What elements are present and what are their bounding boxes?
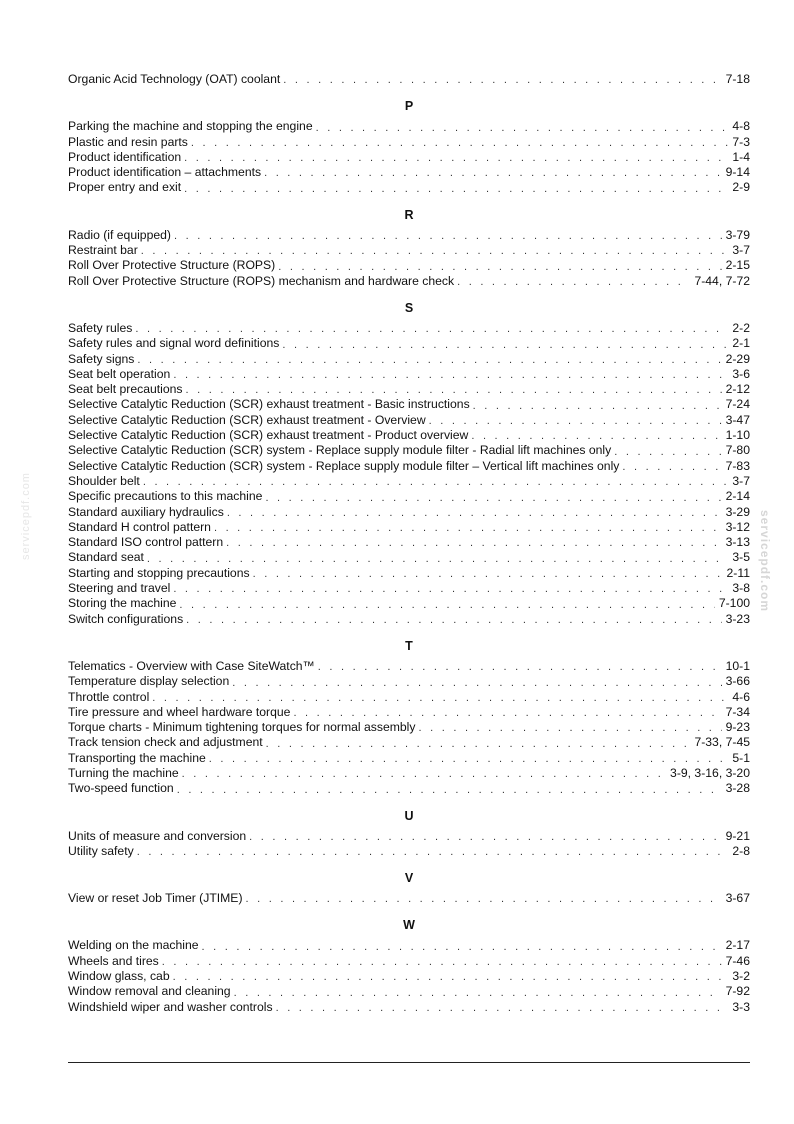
dot-leader: [457, 276, 690, 289]
entry-label: Restraint bar: [68, 243, 141, 258]
entry-label: Seat belt operation: [68, 367, 173, 382]
index-entry[interactable]: [68, 735, 750, 750]
entry-label: Standard auxiliary hydraulics: [68, 505, 227, 520]
index-entry[interactable]: [68, 720, 750, 735]
entry-page-number: 3-9, 3-16, 3-20: [666, 766, 750, 781]
dot-leader: [471, 430, 721, 443]
index-entry[interactable]: [68, 520, 750, 535]
index-entry[interactable]: [68, 954, 750, 969]
entry-page-number: 7-83: [722, 459, 750, 474]
entry-page-number: 1-10: [722, 428, 750, 443]
index-entry[interactable]: [68, 274, 750, 289]
entry-label: Switch configurations: [68, 612, 186, 627]
dot-leader: [253, 568, 723, 581]
dot-leader: [174, 230, 722, 243]
footer-rule: [68, 1062, 750, 1063]
dot-leader: [614, 446, 721, 459]
entry-page-number: 7-18: [722, 72, 750, 87]
entry-page-number: 3-5: [728, 550, 750, 565]
entry-page-number: 7-34: [722, 705, 750, 720]
index-entry[interactable]: [68, 550, 750, 565]
index-entry[interactable]: [68, 135, 750, 150]
entry-page-number: 3-28: [722, 781, 750, 796]
entry-label: Tire pressure and wheel hardware torque: [68, 705, 293, 720]
entry-label: Two-speed function: [68, 781, 177, 796]
index-entry[interactable]: [68, 1000, 750, 1015]
entry-page-number: 7-44, 7-72: [690, 274, 750, 289]
entry-label: Radio (if equipped): [68, 228, 174, 243]
entry-label: Standard ISO control pattern: [68, 535, 226, 550]
entry-label: Starting and stopping precautions: [68, 566, 253, 581]
entry-page-number: 2-2: [728, 321, 750, 336]
dot-leader: [318, 661, 722, 674]
index-entry[interactable]: [68, 766, 750, 781]
index-entry[interactable]: [68, 938, 750, 953]
dot-leader: [265, 492, 721, 505]
index-entry[interactable]: [68, 352, 750, 367]
dot-leader: [226, 537, 721, 550]
entry-page-number: 3-7: [728, 243, 750, 258]
index-entry[interactable]: [68, 581, 750, 596]
dot-leader: [622, 461, 721, 474]
entry-label: Throttle control: [68, 690, 152, 705]
entry-label: Welding on the machine: [68, 938, 202, 953]
index-entry[interactable]: [68, 428, 750, 443]
index-group: [68, 72, 750, 87]
entry-page-number: 7-46: [722, 954, 750, 969]
section-letter: U: [404, 808, 414, 823]
index-entry[interactable]: [68, 413, 750, 428]
index-entry[interactable]: [68, 844, 750, 859]
dot-leader: [249, 831, 721, 844]
dot-leader: [182, 768, 666, 781]
entry-page-number: 9-23: [722, 720, 750, 735]
entry-label: Standard H control pattern: [68, 520, 214, 535]
index-entry[interactable]: [68, 459, 750, 474]
dot-leader: [147, 553, 728, 566]
entry-label: Plastic and resin parts: [68, 135, 191, 150]
entry-page-number: 7-33, 7-45: [690, 735, 750, 750]
entry-page-number: 7-80: [722, 443, 750, 458]
entry-page-number: 3-2: [728, 969, 750, 984]
section-letter: V: [404, 871, 414, 886]
entry-page-number: 3-67: [722, 891, 750, 906]
dot-leader: [162, 956, 722, 969]
index-entry[interactable]: [68, 535, 750, 550]
index-entry[interactable]: [68, 382, 750, 397]
section-letter: R: [404, 207, 414, 222]
index-entry[interactable]: [68, 321, 750, 336]
entry-label: Wheels and tires: [68, 954, 162, 969]
entry-label: Storing the machine: [68, 596, 179, 611]
dot-leader: [419, 722, 722, 735]
entry-label: Safety rules and signal word definitions: [68, 336, 282, 351]
dot-leader: [276, 1002, 729, 1015]
entry-label: Selective Catalytic Reduction (SCR) exhaust treatment - Product overview: [68, 428, 471, 443]
dot-leader: [232, 677, 721, 690]
entry-page-number: 2-11: [723, 566, 751, 581]
dot-leader: [278, 261, 721, 274]
dot-leader: [293, 707, 721, 720]
dot-leader: [173, 971, 729, 984]
entry-label: Telematics - Overview with Case SiteWatch™: [68, 659, 318, 674]
entry-label: Window glass, cab: [68, 969, 173, 984]
dot-leader: [135, 323, 728, 336]
index-entry[interactable]: [68, 690, 750, 705]
entry-label: Safety rules: [68, 321, 135, 336]
dot-leader: [473, 400, 722, 413]
section-letter: P: [404, 99, 414, 114]
dot-leader: [234, 987, 722, 1000]
entry-label: Transporting the machine: [68, 751, 209, 766]
entry-label: Standard seat: [68, 550, 147, 565]
entry-label: Parking the machine and stopping the engine: [68, 119, 316, 134]
entry-label: Organic Acid Technology (OAT) coolant: [68, 72, 283, 87]
entry-page-number: 4-6: [728, 690, 750, 705]
entry-page-number: 2-12: [722, 382, 750, 397]
index-entry[interactable]: [68, 489, 750, 504]
dot-leader: [152, 692, 728, 705]
entry-label: Track tension check and adjustment: [68, 735, 266, 750]
index-entry[interactable]: [68, 969, 750, 984]
entry-page-number: 3-29: [722, 505, 750, 520]
index-entry[interactable]: [68, 705, 750, 720]
index-entry[interactable]: [68, 397, 750, 412]
entry-page-number: 9-21: [722, 829, 750, 844]
dot-leader: [184, 152, 728, 165]
entry-page-number: 3-47: [722, 413, 750, 428]
entry-label: Temperature display selection: [68, 674, 232, 689]
dot-leader: [177, 784, 722, 797]
entry-page-number: 2-8: [728, 844, 750, 859]
entry-label: Product identification – attachments: [68, 165, 264, 180]
index-entry[interactable]: [68, 119, 750, 134]
dot-leader: [227, 507, 722, 520]
index-entry[interactable]: [68, 659, 750, 674]
index-group: [68, 918, 750, 1014]
index-entry[interactable]: [68, 781, 750, 796]
dot-leader: [282, 339, 728, 352]
entry-label: View or reset Job Timer (JTIME): [68, 891, 246, 906]
entry-page-number: 9-14: [722, 165, 750, 180]
index-entry[interactable]: [68, 180, 750, 195]
index-entry[interactable]: [68, 566, 750, 581]
entry-page-number: 3-79: [722, 228, 750, 243]
dot-leader: [137, 354, 721, 367]
entry-page-number: 2-9: [728, 180, 750, 195]
entry-label: Selective Catalytic Reduction (SCR) system - Replace supply module filter – Vertical lift machines only: [68, 459, 622, 474]
entry-page-number: 4-8: [728, 119, 750, 134]
entry-page-number: 7-100: [715, 596, 750, 611]
entry-page-number: 3-13: [722, 535, 750, 550]
entry-page-number: 2-1: [728, 336, 750, 351]
index-entry[interactable]: [68, 258, 750, 273]
entry-page-number: 3-23: [722, 612, 750, 627]
section-letter: T: [405, 638, 413, 653]
entry-page-number: 7-3: [728, 135, 750, 150]
index-group: [68, 871, 750, 906]
section-letter: W: [403, 918, 415, 933]
entry-label: Torque charts - Minimum tightening torques for normal assembly: [68, 720, 419, 735]
index-entry[interactable]: [68, 596, 750, 611]
index-entry[interactable]: [68, 751, 750, 766]
index-entry[interactable]: [68, 505, 750, 520]
dot-leader: [266, 738, 691, 751]
index-group: [68, 99, 750, 195]
entry-label: Seat belt precautions: [68, 382, 186, 397]
dot-leader: [143, 476, 729, 489]
entry-label: Windshield wiper and washer controls: [68, 1000, 276, 1015]
dot-leader: [264, 167, 722, 180]
dot-leader: [316, 122, 729, 135]
entry-label: Window removal and cleaning: [68, 984, 234, 999]
entry-label: Safety signs: [68, 352, 137, 367]
index-entry[interactable]: [68, 150, 750, 165]
dot-leader: [186, 384, 722, 397]
entry-label: Product identification: [68, 150, 184, 165]
entry-page-number: 3-8: [728, 581, 750, 596]
watermark-left: servicepdf.com: [20, 472, 32, 560]
entry-page-number: 3-12: [722, 520, 750, 535]
index-entry[interactable]: [68, 336, 750, 351]
entry-page-number: 3-7: [728, 474, 750, 489]
entry-page-number: 3-6: [728, 367, 750, 382]
alphabetical-index: [68, 72, 750, 1015]
entry-label: Steering and travel: [68, 581, 173, 596]
dot-leader: [186, 614, 721, 627]
index-entry[interactable]: [68, 443, 750, 458]
entry-page-number: 7-24: [722, 397, 750, 412]
index-entry[interactable]: [68, 367, 750, 382]
entry-label: Shoulder belt: [68, 474, 143, 489]
entry-page-number: 2-17: [722, 938, 750, 953]
entry-page-number: 5-1: [728, 751, 750, 766]
index-group: [68, 301, 750, 627]
dot-leader: [173, 369, 728, 382]
entry-page-number: 10-1: [722, 659, 750, 674]
dot-leader: [191, 137, 728, 150]
index-group: [68, 809, 750, 860]
dot-leader: [184, 183, 728, 196]
entry-page-number: 2-29: [722, 352, 750, 367]
index-group: [68, 208, 750, 289]
entry-label: Proper entry and exit: [68, 180, 184, 195]
entry-page-number: 2-14: [722, 489, 750, 504]
entry-page-number: 3-3: [728, 1000, 750, 1015]
dot-leader: [209, 753, 729, 766]
entry-page-number: 3-66: [722, 674, 750, 689]
index-entry[interactable]: [68, 674, 750, 689]
entry-label: Roll Over Protective Structure (ROPS) mechanism and hardware check: [68, 274, 457, 289]
dot-leader: [179, 599, 714, 612]
section-letter: S: [404, 300, 414, 315]
dot-leader: [214, 522, 722, 535]
index-entry[interactable]: [68, 984, 750, 999]
dot-leader: [283, 74, 721, 87]
watermark-right: servicepdf.com: [758, 510, 772, 613]
entry-label: Specific precautions to this machine: [68, 489, 265, 504]
entry-label: Roll Over Protective Structure (ROPS): [68, 258, 278, 273]
entry-label: Utility safety: [68, 844, 137, 859]
index-entry[interactable]: [68, 243, 750, 258]
index-entry[interactable]: [68, 612, 750, 627]
index-group: [68, 639, 750, 797]
dot-leader: [429, 415, 722, 428]
dot-leader: [173, 583, 728, 596]
dot-leader: [202, 941, 722, 954]
entry-label: Turning the machine: [68, 766, 182, 781]
entry-page-number: 2-15: [722, 258, 750, 273]
entry-label: Selective Catalytic Reduction (SCR) system - Replace supply module filter - Radial lift machines only: [68, 443, 614, 458]
index-entry[interactable]: [68, 228, 750, 243]
index-entry[interactable]: [68, 72, 750, 87]
index-entry[interactable]: [68, 474, 750, 489]
entry-page-number: 1-4: [728, 150, 750, 165]
index-entry[interactable]: [68, 891, 750, 906]
dot-leader: [141, 245, 729, 258]
entry-page-number: 7-92: [722, 984, 750, 999]
entry-label: Selective Catalytic Reduction (SCR) exhaust treatment - Basic instructions: [68, 397, 473, 412]
index-entry[interactable]: [68, 165, 750, 180]
index-entry[interactable]: [68, 829, 750, 844]
entry-label: Units of measure and conversion: [68, 829, 249, 844]
entry-label: Selective Catalytic Reduction (SCR) exhaust treatment - Overview: [68, 413, 429, 428]
dot-leader: [137, 846, 729, 859]
dot-leader: [246, 893, 722, 906]
